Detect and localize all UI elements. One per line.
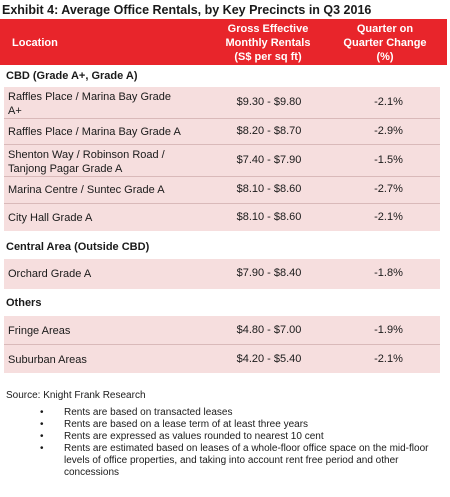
header-qoq-line3: (%) <box>376 51 394 63</box>
table-row <box>4 316 440 344</box>
group-title-central-area: Central Area (Outside CBD) <box>6 241 150 253</box>
table-row <box>4 119 440 144</box>
notes-list <box>40 407 445 479</box>
row-location: Orchard Grade A <box>8 268 92 280</box>
row-location: City Hall Grade A <box>8 212 93 224</box>
bullet-icon: • <box>40 431 44 442</box>
note-item <box>40 443 445 479</box>
source-note: Source: Knight Frank Research <box>6 390 146 401</box>
row-location: Fringe Areas <box>8 325 71 337</box>
table-row <box>4 145 440 176</box>
note-item <box>40 407 445 419</box>
table-row <box>4 204 440 231</box>
row-rent: $8.10 - $8.60 <box>236 211 302 223</box>
note-text: Rents are estimated based on leases of a whole-floor office space on the mid-floor levels of office properties, and taking into account rent free period and other concessions <box>64 443 429 478</box>
note-text: Rents are expressed as values rounded to nearest 10 cent <box>64 431 324 442</box>
row-location-line1: Shenton Way / Robinson Road / <box>8 149 165 161</box>
header-rentals-line1: Gross Effective <box>227 23 309 35</box>
row-qoq: -1.5% <box>374 154 403 166</box>
row-rent: $7.40 - $7.90 <box>236 154 302 166</box>
note-item <box>40 419 445 431</box>
row-location-line1: Raffles Place / Marina Bay Grade <box>8 91 172 103</box>
row-rent: $9.30 - $9.80 <box>236 96 302 108</box>
row-qoq: -1.9% <box>374 324 403 336</box>
row-rent: $8.20 - $8.70 <box>236 125 302 137</box>
table-row <box>4 177 440 203</box>
note-text: Rents are based on a lease term of at least three years <box>64 419 309 430</box>
row-rent: $8.10 - $8.60 <box>236 183 302 195</box>
row-rent: $4.20 - $5.40 <box>236 353 302 365</box>
bullet-icon: • <box>40 407 44 418</box>
header-location: Location <box>12 37 58 49</box>
header-rentals <box>208 22 328 64</box>
row-location: Marina Centre / Suntec Grade A <box>8 184 165 196</box>
row-location-line2: A+ <box>8 105 22 117</box>
header-qoq-line2: Quarter Change <box>343 37 427 49</box>
row-location <box>8 148 165 176</box>
row-qoq: -1.8% <box>374 267 403 279</box>
row-qoq: -2.9% <box>374 125 403 137</box>
table-row <box>4 87 440 118</box>
table-row <box>4 345 440 373</box>
bullet-icon: • <box>40 419 44 430</box>
row-rent: $7.90 - $8.40 <box>236 267 302 279</box>
row-qoq: -2.1% <box>374 96 403 108</box>
table-row <box>4 259 440 289</box>
row-qoq: -2.7% <box>374 183 403 195</box>
row-location <box>8 90 171 118</box>
row-location: Raffles Place / Marina Bay Grade A <box>8 126 181 138</box>
note-item <box>40 431 445 443</box>
row-location-line2: Tanjong Pagar Grade A <box>8 163 123 175</box>
exhibit-title: Exhibit 4: Average Office Rentals, by Key Precincts in Q3 2016 <box>2 3 372 17</box>
header-rentals-line3: (S$ per sq ft) <box>234 51 302 63</box>
row-qoq: -2.1% <box>374 211 403 223</box>
row-qoq: -2.1% <box>374 353 403 365</box>
note-text: Rents are based on transacted leases <box>64 407 233 418</box>
header-qoq-line1: Quarter on <box>356 23 414 35</box>
bullet-icon: • <box>40 443 44 454</box>
header-rentals-line2: Monthly Rentals <box>225 37 311 49</box>
row-location: Suburban Areas <box>8 354 87 366</box>
table-header <box>0 19 447 65</box>
group-title-others: Others <box>6 297 42 309</box>
header-qoq-change <box>332 22 438 64</box>
row-rent: $4.80 - $7.00 <box>236 324 302 336</box>
group-title-cbd: CBD (Grade A+, Grade A) <box>6 70 138 82</box>
